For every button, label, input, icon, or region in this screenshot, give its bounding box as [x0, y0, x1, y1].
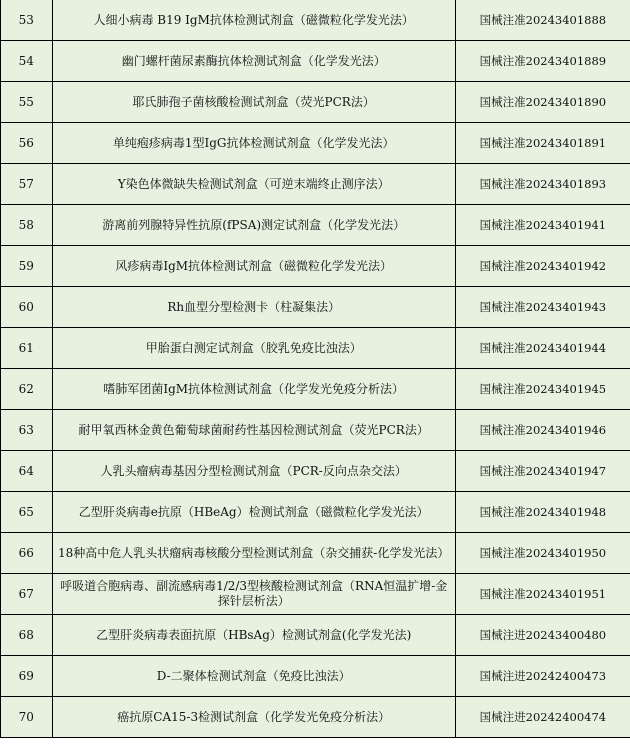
- table-row: [1, 656, 630, 697]
- table-row: [1, 164, 630, 205]
- table-row: [1, 0, 630, 41]
- row-number-cell: 63: [1, 410, 53, 451]
- registration-number-cell: 国械注准20243401941: [455, 205, 630, 246]
- row-number-cell: 69: [1, 656, 53, 697]
- registration-number-cell: 国械注进20242400473: [455, 656, 630, 697]
- product-name-cell: 风疹病毒IgM抗体检测试剂盒（磁微粒化学发光法）: [52, 246, 455, 287]
- registration-number-cell: 国械注准20243401893: [455, 164, 630, 205]
- table-row: [1, 615, 630, 656]
- row-number-cell: 60: [1, 287, 53, 328]
- registration-number-cell: 国械注准20243401947: [455, 451, 630, 492]
- row-number-cell: 61: [1, 328, 53, 369]
- product-name-cell: 单纯疱疹病毒1型IgG抗体检测试剂盒（化学发光法）: [52, 123, 455, 164]
- product-name-cell: Rh血型分型检测卡（柱凝集法）: [52, 287, 455, 328]
- row-number-cell: 62: [1, 369, 53, 410]
- row-number-cell: 59: [1, 246, 53, 287]
- product-name-cell: 甲胎蛋白测定试剂盒（胶乳免疫比浊法）: [52, 328, 455, 369]
- registration-number-cell: 国械注准20243401942: [455, 246, 630, 287]
- product-name-cell: 耐甲氧西林金黄色葡萄球菌耐药性基因检测试剂盒（荧光PCR法）: [52, 410, 455, 451]
- row-number-cell: 68: [1, 615, 53, 656]
- registration-number-cell: 国械注准20243401944: [455, 328, 630, 369]
- row-number-cell: 64: [1, 451, 53, 492]
- product-name-cell: 18种高中危人乳头状瘤病毒核酸分型检测试剂盒（杂交捕获-化学发光法）: [52, 533, 455, 574]
- product-name-cell: 癌抗原CA15-3检测试剂盒（化学发光免疫分析法）: [52, 697, 455, 738]
- row-number-cell: 66: [1, 533, 53, 574]
- row-number-cell: 56: [1, 123, 53, 164]
- table-row: [1, 246, 630, 287]
- product-name-cell: 乙型肝炎病毒e抗原（HBeAg）检测试剂盒（磁微粒化学发光法）: [52, 492, 455, 533]
- product-name-cell: D-二聚体检测试剂盒（免疫比浊法）: [52, 656, 455, 697]
- table-row: [1, 369, 630, 410]
- table-row: [1, 492, 630, 533]
- product-name-cell: 呼吸道合胞病毒、副流感病毒1/2/3型核酸检测试剂盒（RNA恒温扩增-金探针层析法）: [52, 574, 455, 615]
- table-row: [1, 287, 630, 328]
- row-number-cell: 58: [1, 205, 53, 246]
- table-row: [1, 533, 630, 574]
- table-row: [1, 410, 630, 451]
- registration-number-cell: 国械注准20243401888: [455, 0, 630, 41]
- row-number-cell: 54: [1, 41, 53, 82]
- row-number-cell: 57: [1, 164, 53, 205]
- table-row: [1, 123, 630, 164]
- product-name-cell: 人细小病毒 B19 IgM抗体检测试剂盒（磁微粒化学发光法）: [52, 0, 455, 41]
- table-row: [1, 82, 630, 123]
- table-row: [1, 451, 630, 492]
- registration-number-cell: 国械注准20243401890: [455, 82, 630, 123]
- row-number-cell: 67: [1, 574, 53, 615]
- table-row: [1, 328, 630, 369]
- registration-number-cell: 国械注准20243401889: [455, 41, 630, 82]
- product-name-cell: 耶氏肺孢子菌核酸检测试剂盒（荧光PCR法）: [52, 82, 455, 123]
- table-body: [1, 0, 630, 738]
- table-row: [1, 205, 630, 246]
- registration-number-cell: 国械注进20243400480: [455, 615, 630, 656]
- row-number-cell: 55: [1, 82, 53, 123]
- row-number-cell: 70: [1, 697, 53, 738]
- product-name-cell: 乙型肝炎病毒表面抗原（HBsAg）检测试剂盒(化学发光法): [52, 615, 455, 656]
- table-row: [1, 574, 630, 615]
- product-name-cell: Y染色体微缺失检测试剂盒（可逆末端终止测序法）: [52, 164, 455, 205]
- registration-number-cell: 国械注准20243401945: [455, 369, 630, 410]
- product-name-cell: 游离前列腺特异性抗原(fPSA)测定试剂盒（化学发光法）: [52, 205, 455, 246]
- registration-number-cell: 国械注准20243401950: [455, 533, 630, 574]
- table-row: [1, 41, 630, 82]
- registration-number-cell: 国械注准20243401948: [455, 492, 630, 533]
- registration-number-cell: 国械注准20243401951: [455, 574, 630, 615]
- registration-number-cell: 国械注进20242400474: [455, 697, 630, 738]
- row-number-cell: 53: [1, 0, 53, 41]
- registration-number-cell: 国械注准20243401946: [455, 410, 630, 451]
- product-name-cell: 嗜肺军团菌IgM抗体检测试剂盒（化学发光免疫分析法）: [52, 369, 455, 410]
- table-row: [1, 697, 630, 738]
- product-name-cell: 幽门螺杆菌尿素酶抗体检测试剂盒（化学发光法）: [52, 41, 455, 82]
- product-name-cell: 人乳头瘤病毒基因分型检测试剂盒（PCR-反向点杂交法）: [52, 451, 455, 492]
- row-number-cell: 65: [1, 492, 53, 533]
- registration-number-cell: 国械注准20243401943: [455, 287, 630, 328]
- registration-number-cell: 国械注准20243401891: [455, 123, 630, 164]
